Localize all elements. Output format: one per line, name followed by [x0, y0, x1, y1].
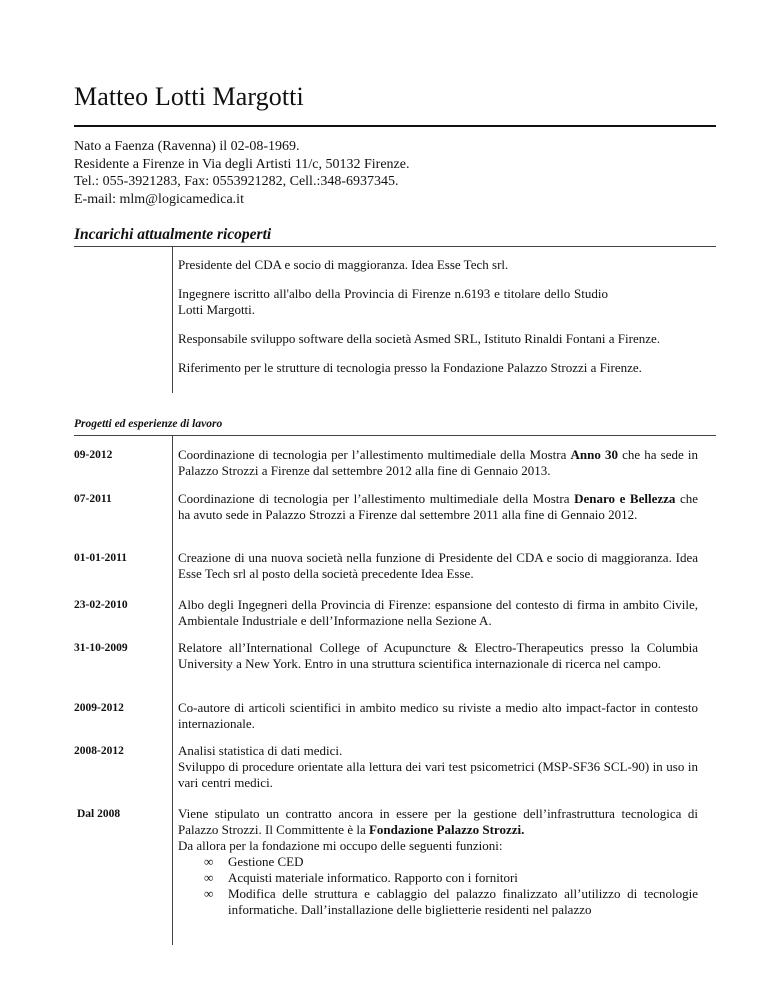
email-info[interactable]: E-mail: mlm@logicamedica.it: [74, 191, 244, 207]
entry-description: Co-autore di articoli scientifici in ambito medico su riviste a medio alto impact-factor in contesto internazionale.: [178, 700, 698, 731]
entry-date: 2009-2012: [74, 702, 124, 714]
residence-info: Residente a Firenze in Via degli Artisti 11/c, 50132 Firenze.: [74, 156, 410, 172]
person-name: Matteo Lotti Margotti: [74, 82, 304, 111]
role-item: Responsabile sviluppo software della società Asmed SRL, Istituto Rinaldi Fontani a Firenze.: [178, 331, 661, 346]
entry-date: 01-01-2011: [74, 552, 128, 564]
entry-description: Viene stipulato un contratto ancora in essere per la gestione dell’infrastruttura tecnologica di Palazzo Strozzi. Il Committente è la Fondazione Palazzo Strozzi. Da allora per la fondazione mi occupo delle seguenti funzioni: ∞ Gestione CED ∞ Acquisti materiale informatico. Rapporto con i fornitori ∞ Modifica delle struttura e cablaggio del palazzo finalizzato all’utilizzo di tecnologie informatiche. Dall’installazione delle biglietterie residenti nel palazzo: [178, 806, 698, 917]
column-divider: [172, 435, 173, 945]
entry-description: Creazione di una nuova società nella funzione di Presidente del CDA e socio di maggioranza. Idea Esse Tech srl al posto della società precedente Idea Esse.: [178, 550, 698, 581]
exhibition-name: Denaro e Bellezza: [574, 491, 676, 506]
infinity-bullet-icon: ∞: [204, 886, 214, 901]
entry-date: 2008-2012: [74, 745, 124, 757]
section-title-projects: Progetti ed esperienze di lavoro: [74, 418, 223, 430]
phone-info: Tel.: 055-3921283, Fax: 0553921282, Cell.:348-6937345.: [74, 174, 399, 189]
entry-description: Relatore all’International College of Acupuncture & Electro-Therapeutics presso la Columbia University a New York. Entro in una struttura scientifica internazionale di ricerca nel campo.: [178, 640, 698, 671]
current-roles-list: [178, 257, 698, 376]
role-item: Presidente del CDA e socio di maggioranza. Idea Esse Tech srl.: [178, 257, 509, 272]
section-divider: [74, 435, 716, 436]
role-item: Ingegnere iscritto all'albo della Provincia di Firenze n.6193 e titolare dello Studio Lotti Margotti.: [178, 286, 608, 317]
list-item: ∞ Modifica delle struttura e cablaggio del palazzo finalizzato all’utilizzo di tecnologie informatiche. Dall’installazione delle biglietterie residenti nel palazzo: [204, 886, 698, 917]
infinity-bullet-icon: ∞: [204, 854, 214, 869]
entry-date: Dal 2008: [77, 808, 121, 820]
entry-description: Analisi statistica di dati medici. Sviluppo di procedure orientate alla lettura dei vari test psicometrici (MSP-SF36 SCL-90) in uso in vari centri medici.: [178, 743, 698, 790]
exhibition-name: Anno 30: [570, 447, 618, 462]
entry-date: 31-10-2009: [74, 642, 128, 654]
entry-date: 09-2012: [74, 449, 113, 461]
list-item: ∞ Acquisti materiale informatico. Rapporto con i fornitori: [204, 870, 518, 885]
contact-block: [74, 138, 409, 208]
functions-list: [178, 854, 698, 918]
section-title-current-roles: Incarichi attualmente ricoperti: [74, 226, 272, 243]
entry-description: Albo degli Ingegneri della Provincia di Firenze: espansione del contesto di firma in ambito Civile, Ambientale Industriale e dell’Informazione nella Sezione A.: [178, 597, 698, 628]
entry-description: Coordinazione di tecnologia per l’allestimento multimediale della Mostra Anno 30 che ha sede in Palazzo Strozzi a Firenze dal settembre 2012 alla fine di Gennaio 2013.: [178, 447, 698, 478]
entry-date: 23-02-2010: [74, 599, 128, 611]
column-divider: [172, 246, 173, 393]
role-item: Riferimento per le strutture di tecnologia presso la Fondazione Palazzo Strozzi a Firenze.: [178, 360, 642, 375]
section-divider: [74, 246, 716, 247]
infinity-bullet-icon: ∞: [204, 870, 214, 885]
entry-description: Coordinazione di tecnologia per l’allestimento multimediale della Mostra Denaro e Bellezza che ha avuto sede in Palazzo Strozzi a Firenze dal settembre 2011 alla fine di Gennaio 2012.: [178, 491, 699, 522]
list-item: ∞ Gestione CED: [204, 854, 304, 869]
header-divider: [74, 125, 716, 127]
entry-date: 07-2011: [74, 493, 112, 505]
birth-info: Nato a Faenza (Ravenna) il 02-08-1969.: [74, 139, 300, 154]
client-name: Fondazione Palazzo Strozzi.: [368, 822, 525, 837]
